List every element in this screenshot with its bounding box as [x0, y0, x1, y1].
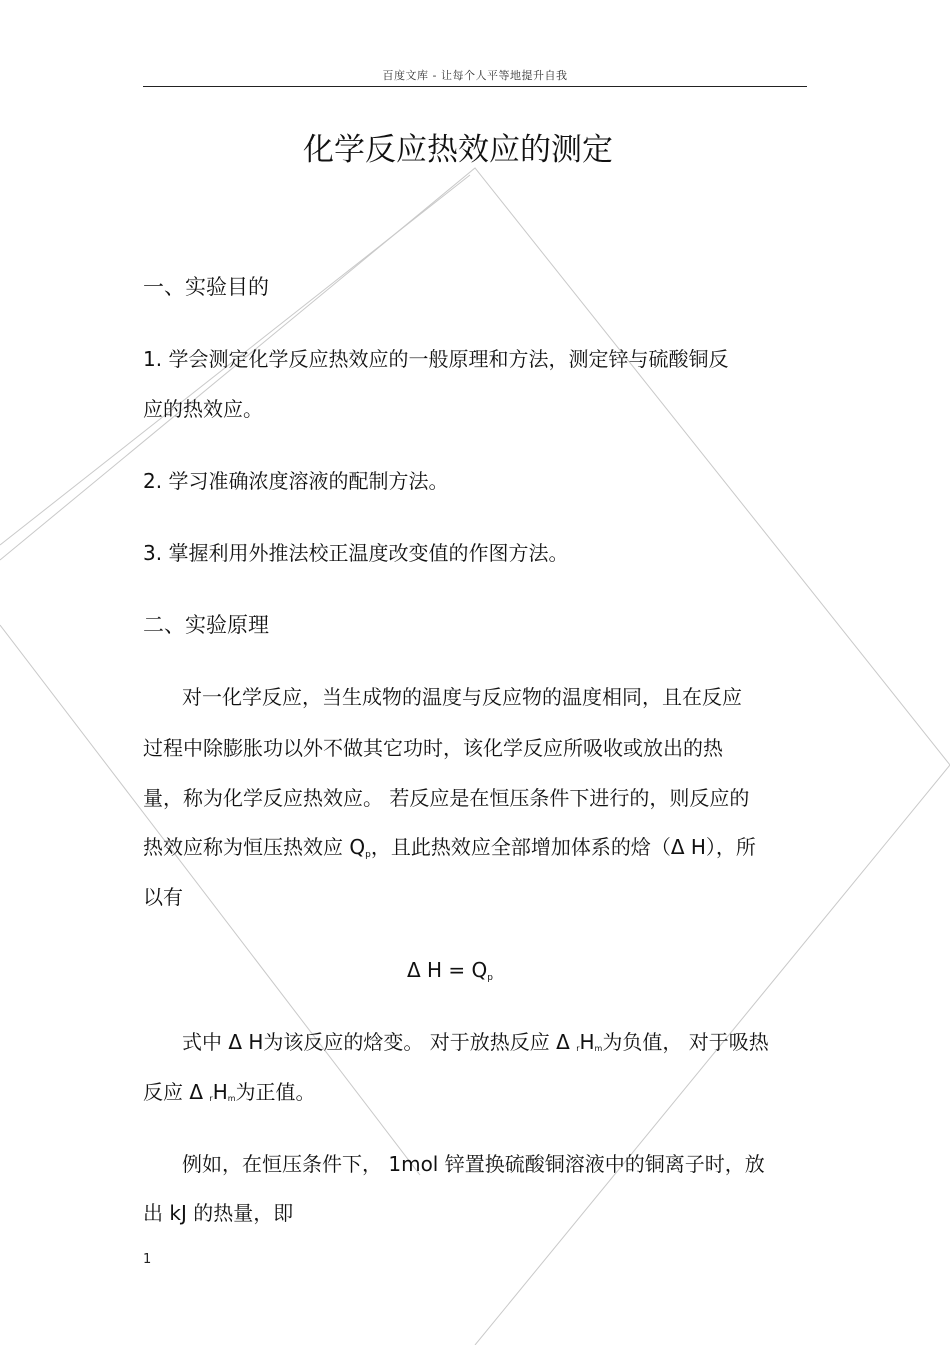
para1-line-1: 对一化学反应，当生成物的温度与反应物的温度相同，且在反应 — [182, 685, 742, 709]
subscript-r: r — [576, 1044, 580, 1053]
para1-line-3: 量，称为化学反应热效应。 若反应是在恒压条件下进行的，则反应的 — [143, 786, 750, 810]
symbol-h: H — [212, 1080, 228, 1104]
para1-line-2: 过程中除膨胀功以外不做其它功时，该化学反应所吸收或放出的热 — [143, 736, 723, 760]
para2-line-1 — [182, 1029, 769, 1062]
section-heading-principle: 二、实验原理 — [143, 613, 269, 637]
para2-line-2 — [143, 1079, 316, 1112]
page-number: 1 — [143, 1252, 152, 1267]
para1-line-4-part-a: 热效应称为恒压热效应 Q — [143, 835, 366, 859]
para3-line-2: 出 kJ 的热量，即 — [143, 1201, 294, 1225]
header-text: 百度文库 - 让每个人平等地提升自我 — [382, 69, 568, 82]
formula-subscript: p — [487, 973, 493, 983]
subscript-m: m — [227, 1094, 236, 1103]
para1-line-4-part-b: ，且此热效应全部增加体系的焓（Δ H），所 — [370, 835, 756, 859]
subscript-m: m — [594, 1044, 603, 1053]
subscript-p: p — [365, 850, 371, 860]
subscript-r: r — [209, 1094, 213, 1103]
objective-item-1-line-1: 1. 学会测定化学反应热效应的一般原理和方法，测定锌与硫酸铜反 — [143, 347, 729, 371]
page-title: 化学反应热效应的测定 — [303, 132, 613, 168]
enthalpy-formula — [0, 957, 900, 991]
para2-line-2-part-a: 反应 Δ — [143, 1080, 210, 1104]
para3-line-1: 例如，在恒压条件下， 1mol 锌置换硫酸铜溶液中的铜离子时，放 — [182, 1152, 765, 1176]
header-divider — [143, 86, 807, 87]
para2-line-2-part-b: 为正值。 — [235, 1080, 316, 1104]
para2-line-1-part-a: 式中 Δ H为该反应的焓变。 对于放热反应 Δ — [182, 1030, 577, 1054]
para1-line-4 — [143, 834, 756, 868]
formula-main: Δ H = Q — [406, 958, 488, 982]
section-heading-objectives: 一、实验目的 — [143, 275, 269, 299]
para2-line-1-part-b: 为负值， 对于吸热 — [602, 1030, 769, 1054]
symbol-h: H — [579, 1030, 595, 1054]
para1-line-5: 以有 — [143, 885, 183, 909]
objective-item-1-line-2: 应的热效应。 — [143, 397, 263, 421]
objective-item-3: 3. 掌握利用外推法校正温度改变值的作图方法。 — [143, 541, 569, 565]
objective-item-2: 2. 学习准确浓度溶液的配制方法。 — [143, 469, 449, 493]
